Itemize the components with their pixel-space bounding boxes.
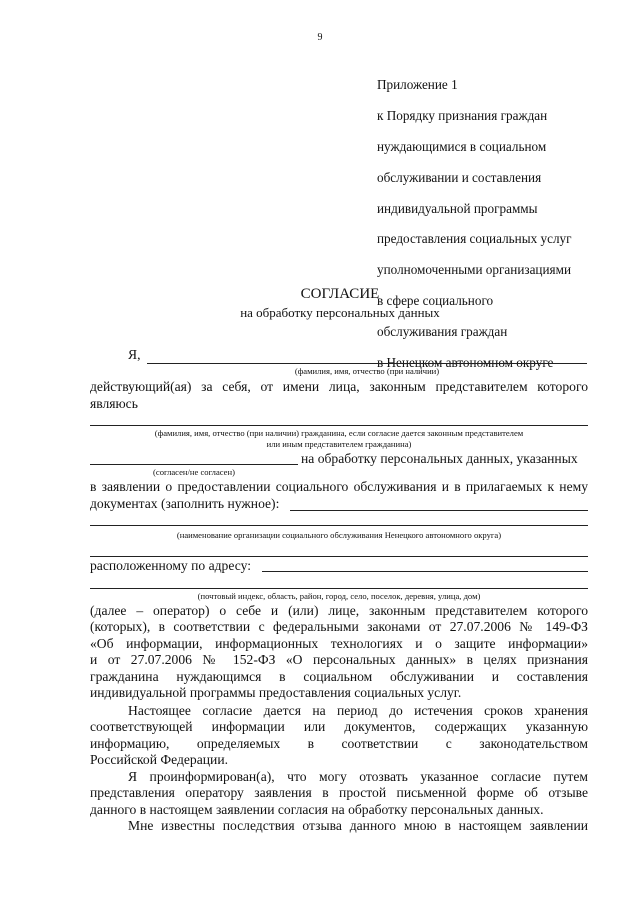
address-input-line-2[interactable] <box>90 588 588 589</box>
consent-text: на обработку персональных данных, указанных <box>301 451 578 466</box>
appendix-line: индивидуальной программы <box>377 200 538 216</box>
text-line: (далее – оператор) о себе и (или) лице, законным представителем которого <box>90 603 588 618</box>
text-line: Мне известны последствия отзыва данного мною в настоящем заявлении <box>128 818 588 833</box>
paragraph-operator <box>90 603 588 701</box>
hint-fio-citizen-1: (фамилия, имя, отчество (при наличии) гражданина, если согласие дается законным представителем <box>154 428 524 438</box>
appendix-line: нуждающимися в социальном <box>377 139 547 155</box>
appendix-line: предоставления социальных услуг <box>377 231 572 247</box>
hint-org: (наименование организации социального обслуживания Ненецкого автономного округа) <box>176 530 502 540</box>
fio-input-line[interactable] <box>147 363 587 364</box>
hint-address: (почтовый индекс, область, район, город, село, поселок, деревня, улица, дом) <box>197 591 481 601</box>
citizen-fio-input-line[interactable] <box>90 425 588 426</box>
appendix-line: Приложение 1 <box>377 77 458 93</box>
text-line: (которых), в соответствии с федеральными законами от 27.07.2006 № 149-ФЗ <box>90 619 588 635</box>
statement-line1: в заявлении о предоставлении социального обслуживания и в прилагаемых к нему <box>90 479 588 494</box>
text-line: гражданина нуждающимся в социальном обслуживании и составления <box>90 668 588 684</box>
org-input-line-2[interactable] <box>90 556 588 557</box>
text-line: соответствующей информации или документов, содержащих указанную <box>90 719 588 735</box>
text-line: Я проинформирован(а), что могу отозвать указанное согласие путем <box>128 769 588 784</box>
hint-fio: (фамилия, имя, отчество (при наличии) <box>294 366 440 376</box>
text-line: представления оператору заявления в простой письменной форме об отзыве <box>90 785 588 801</box>
appendix-line: в Ненецком автономном округе <box>377 354 554 370</box>
address-input-line[interactable] <box>262 571 588 572</box>
appendix-line: обслуживании и составления <box>377 169 542 185</box>
text-line: и от 27.07.2006 № 152-ФЗ «О персональных данных» в целях признания <box>90 652 588 668</box>
address-label: расположенному по адресу: <box>90 558 251 573</box>
appendix-note <box>377 62 572 386</box>
text-line: «Об информации, информационных технологиях и о защите информации» <box>90 635 588 651</box>
document-title: СОГЛАСИЕ <box>300 286 380 302</box>
text-line: данного в настоящем заявлении согласия на обработку персональных данных. <box>90 801 544 817</box>
hint-fio-citizen-2: или иным представителем гражданина) <box>266 439 412 449</box>
documents-input-line[interactable] <box>290 510 588 511</box>
statement-line2: документах (заполнить нужное): <box>90 496 280 511</box>
paragraph-revoke <box>90 769 588 818</box>
text-line: индивидуальной программы предоставления социальных услуг. <box>90 685 462 701</box>
document-subtitle: на обработку персональных данных <box>240 305 440 320</box>
text-line: Настоящее согласие дается на период до истечения сроков хранения <box>128 703 588 718</box>
appendix-line: к Порядку признания граждан <box>377 108 548 124</box>
text-line: Российской Федерации. <box>90 752 228 768</box>
acting-text-line2: являюсь <box>90 396 138 411</box>
appendix-line: уполномоченными организациями <box>377 262 572 278</box>
text-line: информацию, определяемых в соответствии с законодательством <box>90 735 588 751</box>
ya-label: Я, <box>128 347 141 362</box>
consent-input-line[interactable] <box>90 464 298 465</box>
paragraph-consequences <box>90 818 588 834</box>
appendix-line: обслуживания граждан <box>377 323 508 339</box>
appendix-line: в сфере социального <box>377 293 494 309</box>
acting-text-line1: действующий(ая) за себя, от имени лица, законным представителем которого <box>90 379 588 394</box>
paragraph-period <box>90 703 588 769</box>
hint-consent: (согласен/не согласен) <box>153 467 235 477</box>
org-input-line[interactable] <box>90 525 588 526</box>
page-number: 9 <box>317 32 323 43</box>
